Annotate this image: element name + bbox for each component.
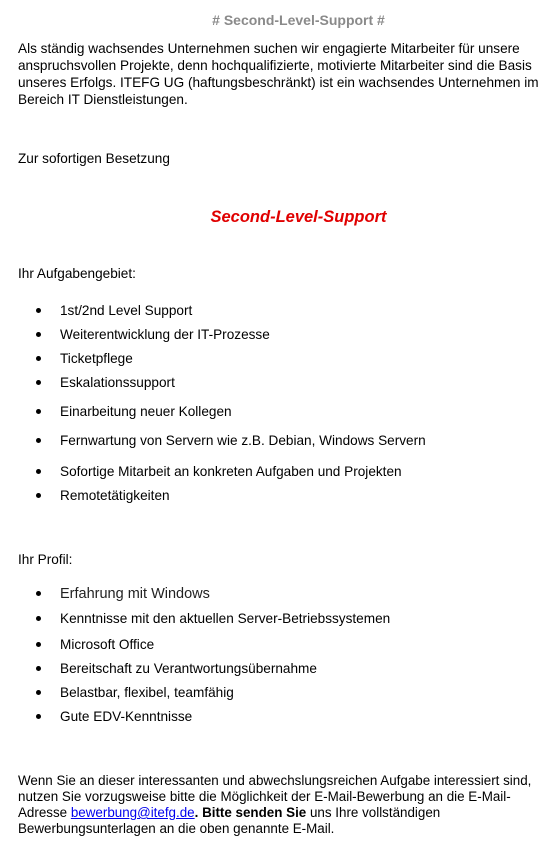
bullet-icon — [36, 409, 41, 414]
bullet-icon — [36, 642, 41, 647]
list-item: Remotetätigkeiten — [36, 488, 170, 503]
intro-paragraph: Als ständig wachsendes Unternehmen suchen wir engagierte Mitarbeiter für unsere anspruchsvollen Projekte, denn hochqualifizierte, motivierte Mitarbeiter sind die Basis unseres Erfolgs. ITEFG UG (haftungsbeschränkt) ist ein wachsendes Unternehmen im Bereich IT Dienstleistungen. — [18, 41, 539, 107]
document-header-title: # Second-Level-Support # — [212, 12, 385, 28]
bullet-icon — [36, 332, 41, 337]
list-item: 1st/2nd Level Support — [36, 303, 192, 318]
list-item: Einarbeitung neuer Kollegen — [36, 404, 232, 419]
bullet-icon — [36, 493, 41, 498]
application-email-link[interactable]: bewerbung@itefg.de — [70, 805, 195, 820]
bullet-icon — [36, 308, 41, 313]
list-item: Kenntnisse mit den aktuellen Server-Betriebssystemen — [36, 611, 390, 626]
list-item: Fernwartung von Servern wie z.B. Debian, Windows Servern — [36, 433, 426, 448]
position-title: Second-Level-Support — [210, 208, 387, 226]
immediate-start-text: Zur sofortigen Besetzung — [18, 151, 170, 166]
bullet-icon — [36, 591, 41, 596]
bullet-icon — [36, 666, 41, 671]
closing-bold-text: . Bitte senden Sie — [194, 805, 307, 820]
bullet-icon — [36, 616, 41, 621]
profile-heading: Ihr Profil: — [18, 552, 73, 567]
list-item: Erfahrung mit Windows — [36, 586, 210, 602]
list-item: Ticketpflege — [36, 351, 133, 366]
bullet-icon — [36, 438, 41, 443]
list-item: Belastbar, flexibel, teamfähig — [36, 685, 234, 700]
list-item: Gute EDV-Kenntnisse — [36, 709, 192, 724]
bullet-icon — [36, 356, 41, 361]
bullet-icon — [36, 469, 41, 474]
list-item: Eskalationssupport — [36, 375, 175, 390]
tasks-heading: Ihr Aufgabengebiet: — [18, 266, 136, 281]
list-item: Microsoft Office — [36, 637, 154, 652]
list-item: Weiterentwicklung der IT-Prozesse — [36, 327, 270, 342]
list-item: Sofortige Mitarbeit an konkreten Aufgaben und Projekten — [36, 464, 402, 479]
bullet-icon — [36, 690, 41, 695]
list-item: Bereitschaft zu Verantwortungsübernahme — [36, 661, 317, 676]
bullet-icon — [36, 714, 41, 719]
closing-text-part1: Wenn Sie an dieser interessanten und abwechslungsreichen Aufgabe interessiert sind, nutzen Sie vorzugsweise bitte die Möglichkeit der E-Mail-Bewerbung an die E-Mail-Adresse — [18, 773, 532, 820]
bullet-icon — [36, 380, 41, 385]
closing-paragraph — [18, 773, 543, 837]
closing-text-part2: uns Ihre vollständigen Bewerbungsunterlagen an die oben genannte E-Mail. — [18, 805, 441, 836]
